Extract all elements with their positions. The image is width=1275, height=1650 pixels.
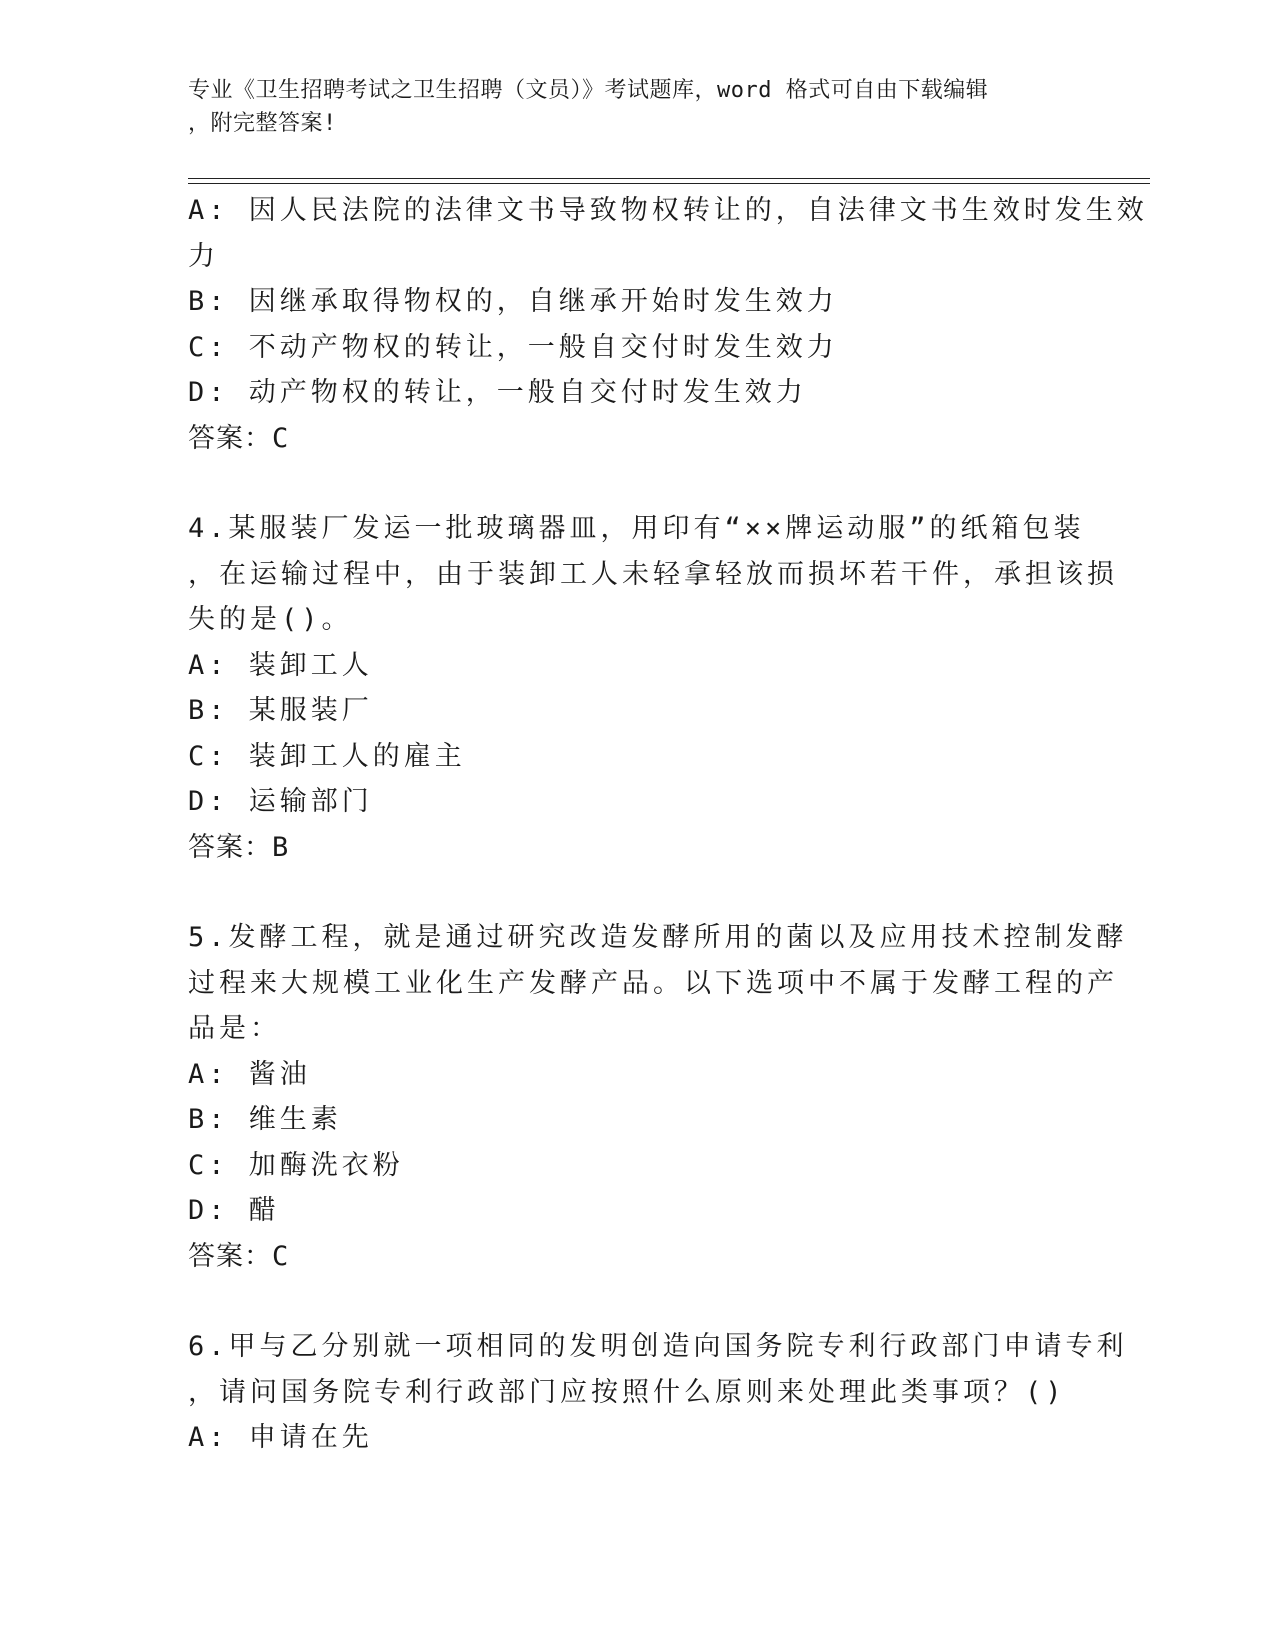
question-5 bbox=[188, 915, 1128, 1279]
answer: 答案：C bbox=[188, 422, 290, 454]
option-b: B: 某服装厂 bbox=[188, 695, 373, 726]
header-line-2: ，附完整答案! bbox=[188, 111, 337, 136]
option-c: C: 加酶洗衣粉 bbox=[188, 1149, 404, 1181]
option-a: A: 因人民法院的法律文书导致物权转让的，自法律文书生效时发生效 bbox=[188, 195, 1148, 226]
question-3-tail bbox=[188, 188, 1148, 461]
question-stem-line: 4.某服装厂发运一批玻璃器皿，用印有“××牌运动服”的纸箱包装 bbox=[188, 513, 1085, 544]
question-stem-line: 6.甲与乙分别就一项相同的发明创造向国务院专利行政部门申请专利 bbox=[188, 1331, 1128, 1362]
question-stem-line: ，请问国务院专利行政部门应按照什么原则来处理此类事项？() bbox=[188, 1376, 1066, 1408]
question-stem-line: 品是： bbox=[188, 1013, 281, 1044]
option-d: D: 醋 bbox=[188, 1195, 280, 1226]
option-a: A: 酱油 bbox=[188, 1058, 311, 1090]
option-c: C: 装卸工人的雇主 bbox=[188, 740, 466, 772]
answer: 答案：B bbox=[188, 831, 290, 863]
question-stem-line: 5.发酵工程，就是通过研究改造发酵所用的菌以及应用技术控制发酵 bbox=[188, 922, 1128, 953]
option-c: C: 不动产物权的转让，一般自交付时发生效力 bbox=[188, 331, 838, 363]
option-d: D: 运输部门 bbox=[188, 786, 373, 817]
answer: 答案：C bbox=[188, 1240, 290, 1272]
option-d: D: 动产物权的转让，一般自交付时发生效力 bbox=[188, 377, 807, 408]
header-divider-top bbox=[188, 178, 1150, 179]
option-b: B: 维生素 bbox=[188, 1104, 342, 1135]
document-header bbox=[188, 74, 1088, 140]
question-stem-line: 过程来大规模工业化生产发酵产品。以下选项中不属于发酵工程的产 bbox=[188, 967, 1118, 999]
question-stem-line: ，在运输过程中，由于装卸工人未轻拿轻放而损坏若干件，承担该损 bbox=[188, 558, 1118, 590]
header-divider-bottom bbox=[188, 183, 1150, 184]
question-6 bbox=[188, 1324, 1128, 1461]
option-a-continued: 力 bbox=[188, 240, 219, 272]
question-4 bbox=[188, 506, 1118, 870]
option-a: A: 申请在先 bbox=[188, 1422, 373, 1453]
header-line-1: 专业《卫生招聘考试之卫生招聘（文员）》考试题库，word 格式可自由下载编辑 bbox=[188, 78, 989, 103]
question-stem-line: 失的是()。 bbox=[188, 604, 353, 635]
option-b: B: 因继承取得物权的，自继承开始时发生效力 bbox=[188, 286, 838, 317]
question-list bbox=[188, 188, 1148, 1461]
option-a: A: 装卸工人 bbox=[188, 649, 373, 681]
